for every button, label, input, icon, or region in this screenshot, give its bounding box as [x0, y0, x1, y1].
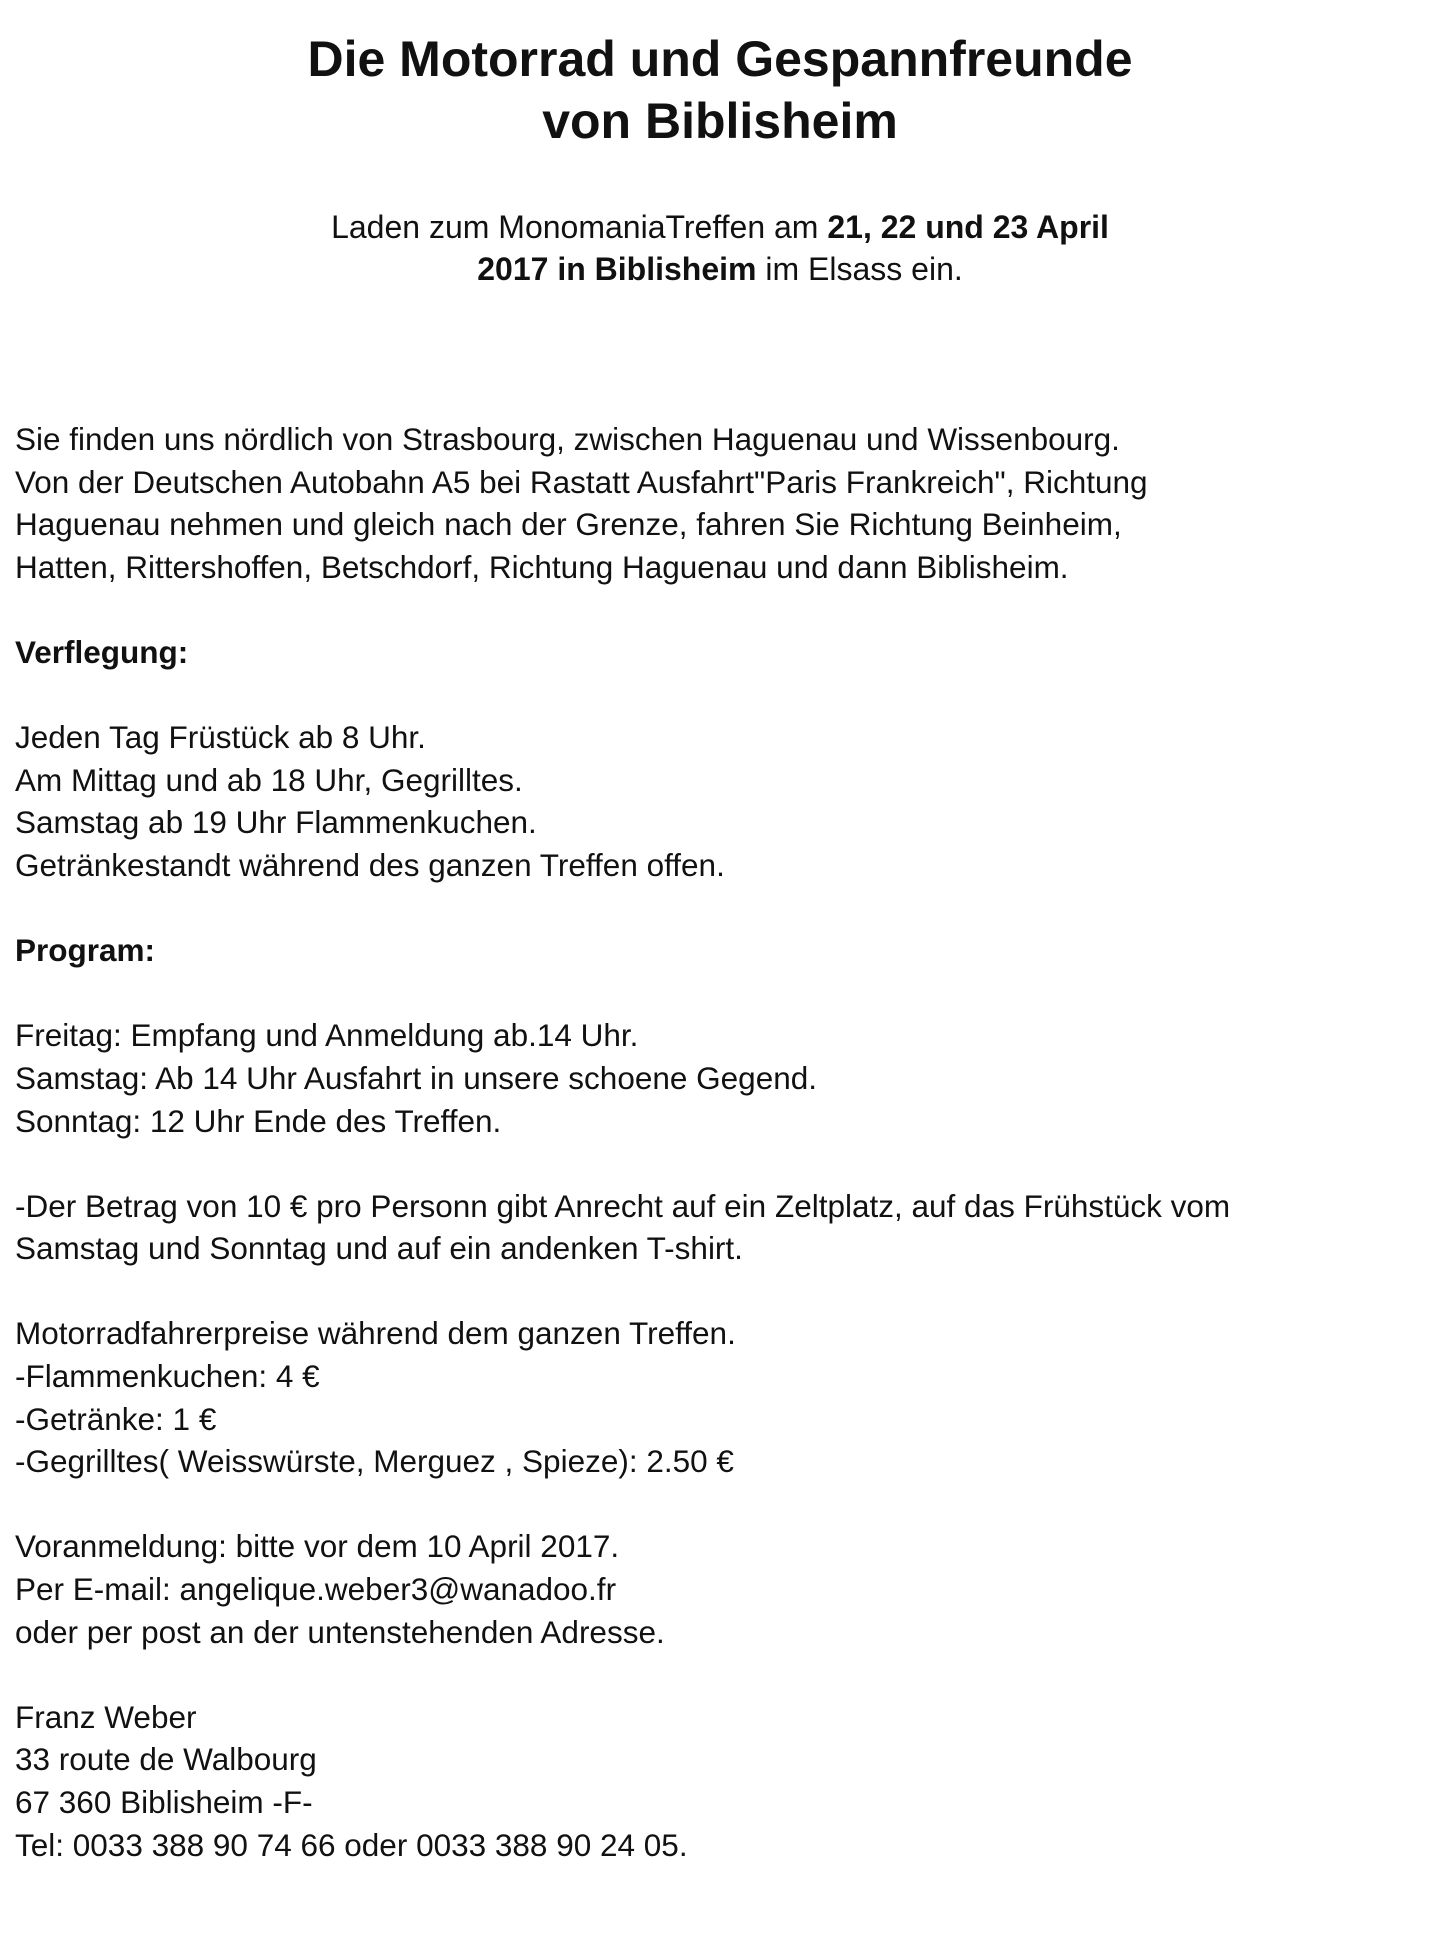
program-line: Samstag: Ab 14 Uhr Ausfahrt in unsere schoene Gegend.: [15, 1059, 818, 1096]
preise-section: [15, 1312, 1425, 1482]
spacer: [15, 1653, 1425, 1696]
directions-line: Sie finden uns nördlich von Strasbourg, zwischen Haguenau und Wissenbourg.: [15, 421, 1120, 457]
program-line: Sonntag: 12 Uhr Ende des Treffen.: [15, 1102, 502, 1139]
anmeldung-line: oder per post an der untenstehenden Adresse.: [15, 1613, 665, 1650]
anmeldung-section: [15, 1525, 1425, 1653]
program-line: Freitag: Empfang und Anmeldung ab.14 Uhr.: [15, 1017, 639, 1054]
address-street: 33 route de Walbourg: [15, 1741, 317, 1778]
preise-line: Motorradfahrerpreise während dem ganzen Treffen.: [15, 1315, 736, 1352]
verpflegung-line: Getränkestandt während des ganzen Treffen offen.: [15, 846, 725, 883]
program-heading: Program:: [15, 932, 156, 969]
verpflegung-line: Samstag ab 19 Uhr Flammenkuchen.: [15, 804, 537, 841]
email-line: Per E-mail: angelique.weber3@wanadoo.fr: [15, 1571, 617, 1608]
verpflegung-line: Jeden Tag Früstück ab 8 Uhr.: [15, 719, 426, 756]
directions-line: Hatten, Rittershoffen, Betschdorf, Richtung Haguenau und dann Biblisheim.: [15, 548, 1069, 585]
invitation-text: [0, 206, 1440, 290]
directions-line: Von der Deutschen Autobahn A5 bei Rastatt Ausfahrt"Paris Frankreich", Richtung: [15, 463, 1148, 500]
invitation-line-2: [0, 248, 1440, 290]
invitation-text-part2: im Elsass ein.: [756, 251, 963, 287]
directions-line: Haguenau nehmen und gleich nach der Grenze, fahren Sie Richtung Beinheim,: [15, 506, 1122, 543]
spacer: [15, 588, 1425, 631]
verpflegung-heading: Verflegung:: [15, 633, 189, 670]
event-year-location: 2017 in Biblisheim: [477, 251, 757, 287]
invitation-line-1: [0, 206, 1440, 248]
address-name: Franz Weber: [15, 1698, 197, 1735]
address-city: 67 360 Biblisheim -F-: [15, 1784, 313, 1820]
spacer: [15, 1483, 1425, 1526]
preise-line: -Flammenkuchen: 4 €: [15, 1358, 320, 1395]
verpflegung-section: [15, 631, 1425, 887]
event-dates: 21, 22 und 23 April: [827, 209, 1109, 245]
preise-line: -Gegrilltes( Weisswürste, Merguez , Spieze): 2.50 €: [15, 1443, 734, 1480]
betrag-line: Samstag und Sonntag und auf ein andenken T-shirt.: [15, 1230, 743, 1267]
spacer: [15, 674, 1425, 717]
spacer: [15, 1270, 1425, 1313]
verpflegung-line: Am Mittag und ab 18 Uhr, Gegrilltes.: [15, 761, 523, 798]
title-line-1: Die Motorrad und Gespannfreunde: [307, 31, 1133, 87]
invitation-text-part1: Laden zum MonomaniaTreffen am: [331, 209, 828, 245]
preise-line: -Getränke: 1 €: [15, 1400, 217, 1437]
directions-section: [15, 418, 1425, 588]
title-line-2: von Biblisheim: [542, 93, 898, 149]
program-section: [15, 929, 1425, 1142]
address-section: [15, 1696, 1425, 1866]
betrag-line: -Der Betrag von 10 € pro Personn gibt Anrecht auf ein Zeltplatz, auf das Frühstück vom: [15, 1187, 1231, 1224]
anmeldung-line: Voranmeldung: bitte vor dem 10 April 2017.: [15, 1528, 620, 1565]
spacer: [15, 1142, 1425, 1185]
betrag-section: [15, 1185, 1425, 1270]
spacer: [15, 887, 1425, 930]
address-phone: Tel: 0033 388 90 74 66 oder 0033 388 90 24 05.: [15, 1826, 688, 1863]
flyer-body: [15, 418, 1425, 1866]
spacer: [15, 972, 1425, 1015]
flyer-title: [0, 28, 1440, 152]
